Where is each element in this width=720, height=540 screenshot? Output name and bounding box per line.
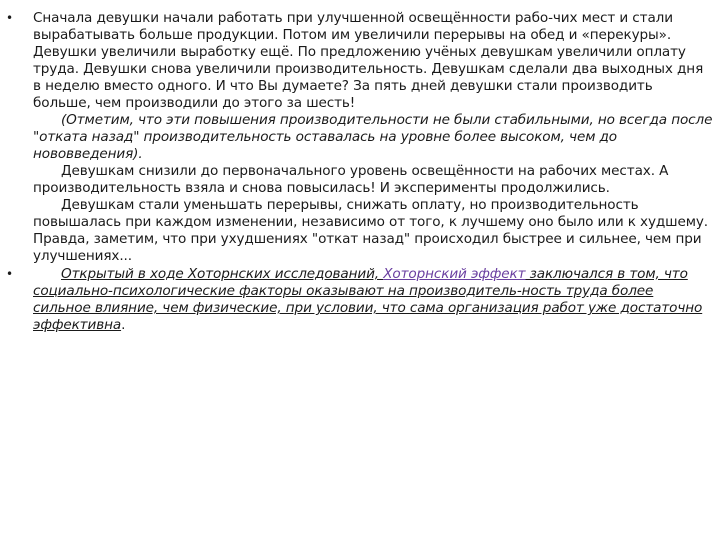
bullet-item-hawthorne-effect — [6, 266, 714, 334]
conclusion-lead-text: Открытый в ходе Хоторнских исследований, — [61, 266, 384, 282]
conclusion-period: . — [121, 317, 126, 333]
bullet-dot: • — [6, 267, 13, 281]
paragraph-note-italic: (Отметим, что эти повышения производительности не были стабильными, но всегда после "отката назад" производительность оставалась на уровне более высоком, чем до нововведения). — [33, 112, 713, 162]
bullet-list — [6, 10, 714, 334]
paragraph-improvements: Сначала девушки начали работать при улучшенной освещённости рабо-чих мест и стали вырабатывать больше продукции. Потом им увеличили перерывы на обед и «перекуры». Девушки увеличили выработку ещё. По предложению учёных девушкам увеличили оплату труда. Девушки снова увеличили производительность. Девушкам сделали два выходных дня в неделю вместо одного. И что Вы думаете? За пять дней девушки стали производить больше, чем производили до этого за шесть! — [33, 10, 704, 111]
hawthorne-effect-link[interactable]: Хоторнский эффект — [383, 266, 526, 282]
paragraph-lighting-reduced: Девушкам снизили до первоначального уровень освещённости на рабочих местах. А производительность взяла и снова повысилась! И эксперименты продолжились. — [33, 163, 669, 196]
conclusion-rest-text: заключался в том, что социально-психологические факторы оказывают на производитель-ность труда более сильное влияние, чем физические, при условии, что сама организация работ уже достаточно эффективна — [33, 266, 703, 333]
paragraph-worsening: Девушкам стали уменьшать перерывы, снижать оплату, но производительность повышалась при каждом изменении, независимо от того, к лучшему оно было или к худшему. Правда, заметим, что при ухудшениях "откат назад" происходил быстрее и сильнее, чем при улучшениях... — [33, 197, 708, 264]
bullet-dot: • — [6, 11, 13, 25]
paragraph-conclusion — [33, 266, 714, 334]
bullet-item-experiments — [6, 10, 714, 265]
